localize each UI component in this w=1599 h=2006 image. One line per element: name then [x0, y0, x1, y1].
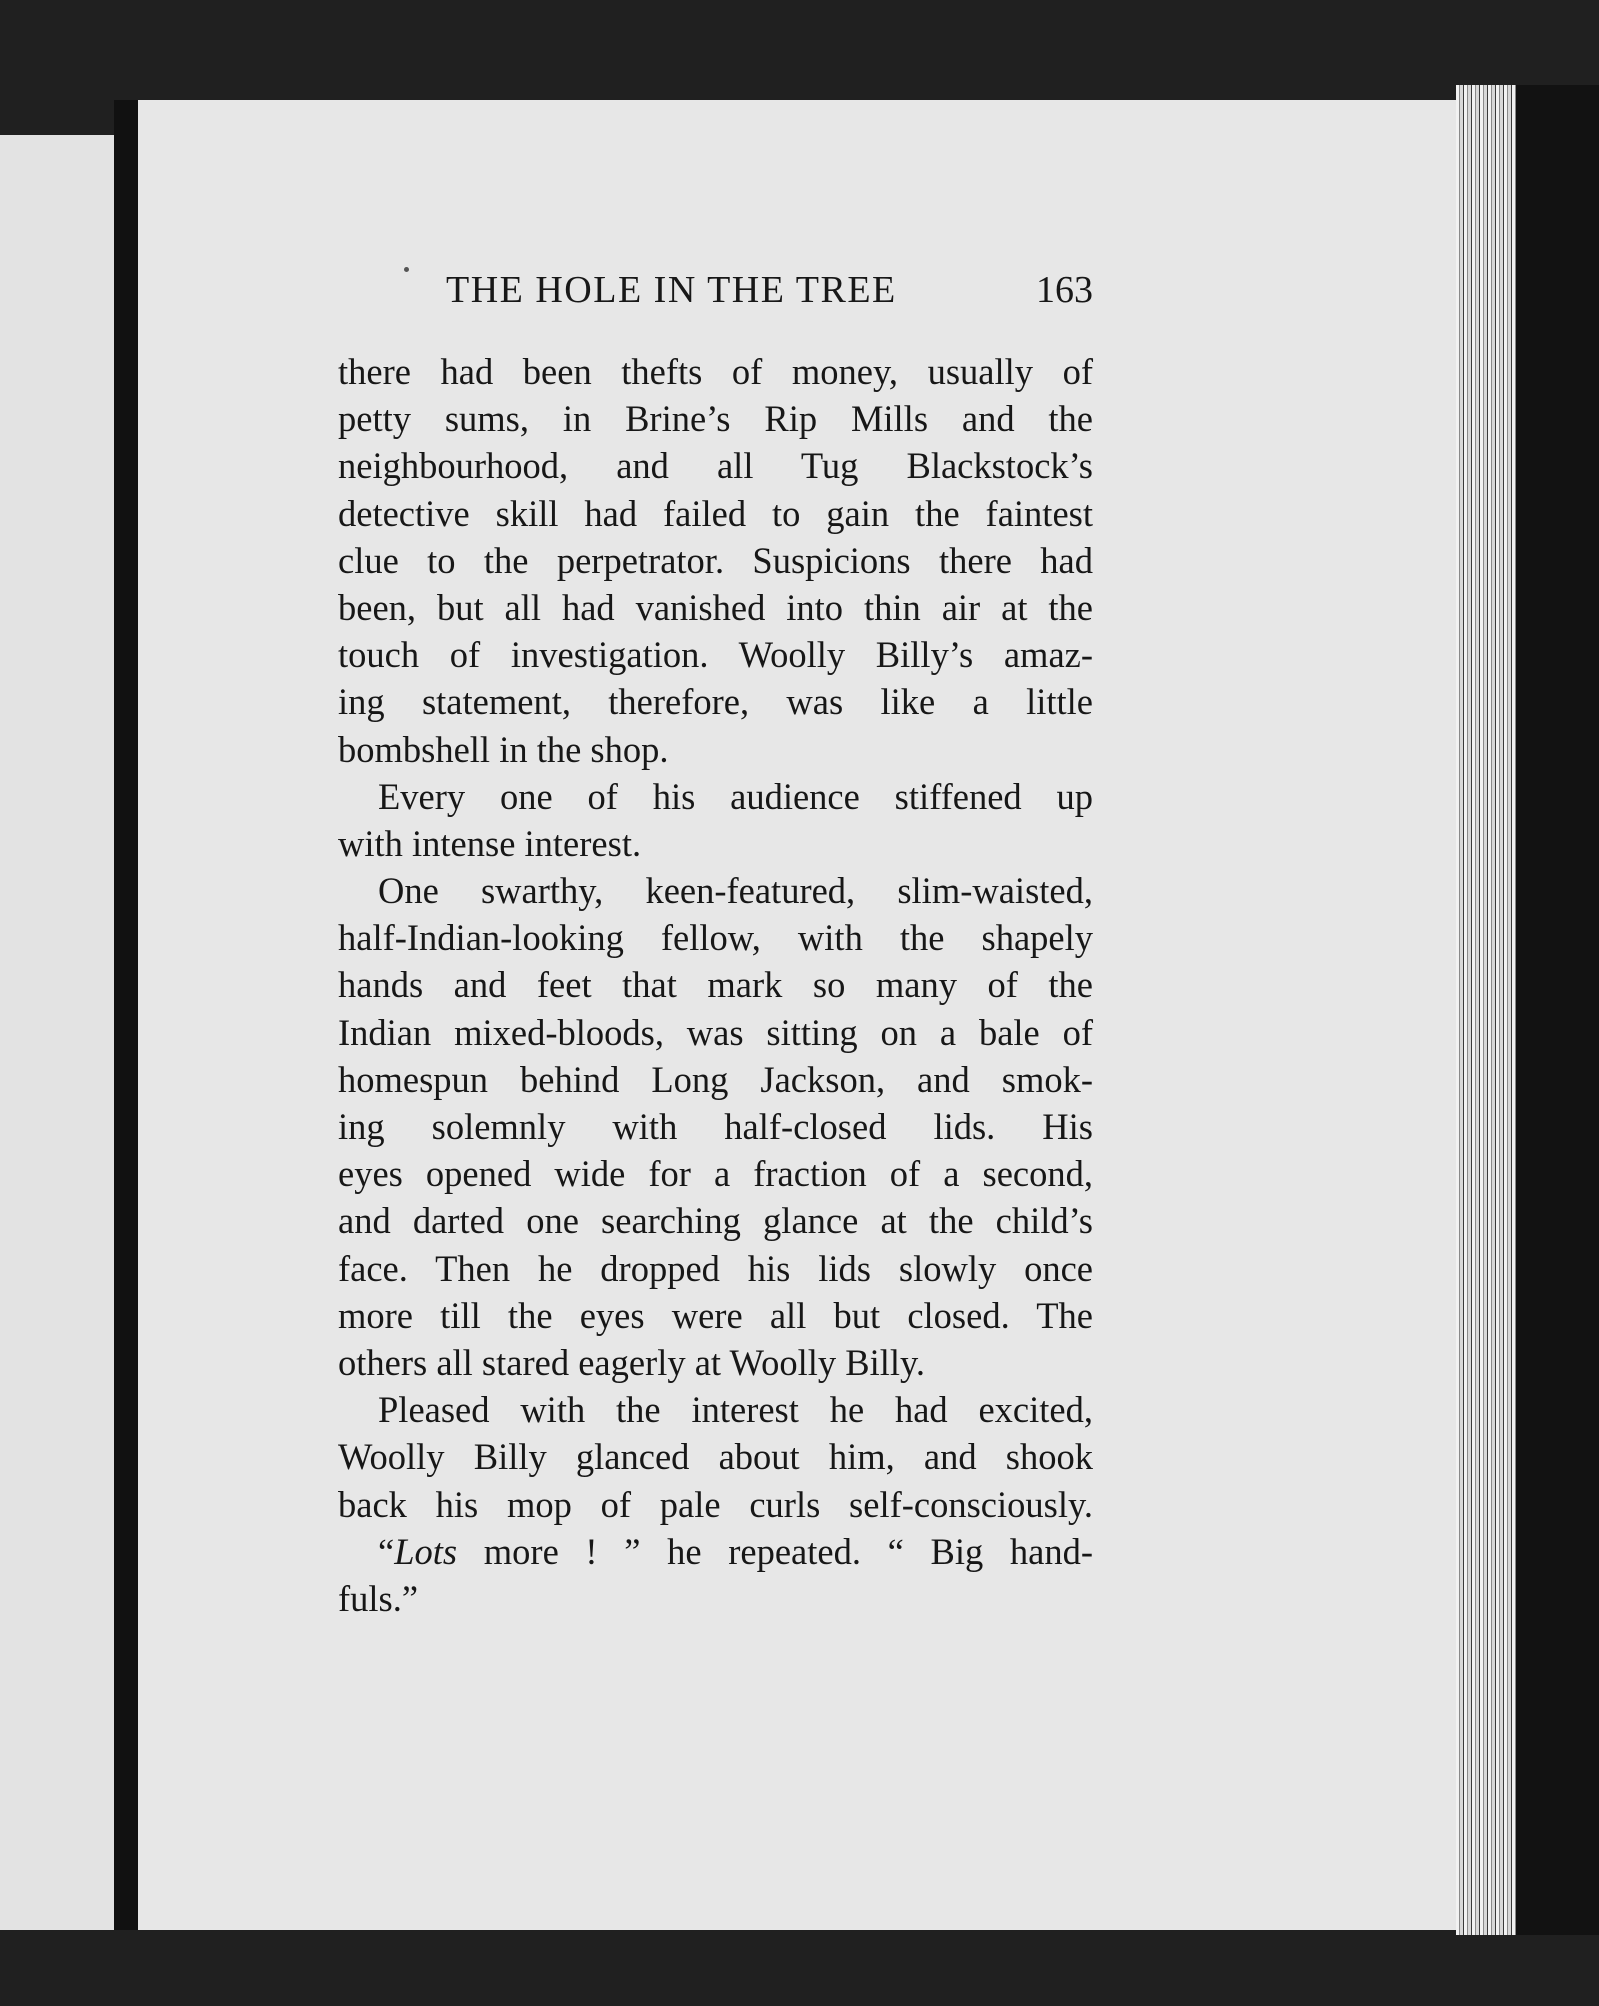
paragraph-start-line: Every one of his audience stiffened up [378, 775, 1093, 817]
text-line: others all stared eagerly at Woolly Billy. [338, 1341, 925, 1383]
text-line: ing solemnly with half-closed lids. His [338, 1106, 1093, 1147]
page-edges-stack [1456, 85, 1518, 1935]
text-line: neighbourhood, and all Tug Blackstock’s [338, 445, 1093, 487]
italic-word: Lots [394, 1530, 458, 1572]
paragraph-start-line: One swarthy, keen-featured, slim-waisted, [378, 870, 1093, 912]
page-edges-shadow [1516, 85, 1599, 1935]
text-line: back his mop of pale curls self-consciously. [338, 1483, 1093, 1525]
dialogue-final-line: fuls.” [338, 1577, 419, 1619]
text-line: bombshell in the shop. [338, 728, 669, 770]
body-text [338, 348, 1093, 1622]
dialogue-rest: more ! ” he repeated. “ Big hand- [457, 1530, 1093, 1572]
text-line: Indian mixed-bloods, was sitting on a bale of [338, 1011, 1093, 1053]
text-line: ing statement, therefore, was like a little [338, 681, 1093, 723]
previous-page-edge [0, 135, 116, 1930]
text-line: and darted one searching glance at the child’s [338, 1200, 1093, 1242]
text-line: been, but all had vanished into thin air at the [338, 586, 1093, 628]
text-line: Woolly Billy glanced about him, and shook [338, 1436, 1093, 1478]
text-line: half-Indian-looking fellow, with the shapely [338, 917, 1093, 959]
dialogue-line [338, 1528, 1093, 1575]
text-line: with intense interest. [338, 822, 642, 864]
text-line: detective skill had failed to gain the faintest [338, 492, 1093, 534]
text-line: touch of investigation. Woolly Billy’s amaz- [338, 634, 1093, 676]
open-quote: “ [378, 1530, 395, 1572]
page-number: 163 [1036, 269, 1093, 311]
running-head [338, 268, 1093, 328]
text-line: eyes opened wide for a fraction of a second, [338, 1153, 1093, 1195]
text-line: petty sums, in Brine’s Rip Mills and the [338, 398, 1093, 440]
paragraph-start-line: Pleased with the interest he had excited, [378, 1389, 1093, 1431]
running-head-title: THE HOLE IN THE TREE [446, 269, 897, 311]
text-line: clue to the perpetrator. Suspicions there had [338, 539, 1093, 581]
text-line: homespun behind Long Jackson, and smok- [338, 1058, 1093, 1100]
text-line: more till the eyes were all but closed. The [338, 1294, 1093, 1336]
text-line: hands and feet that mark so many of the [338, 964, 1093, 1006]
text-line: face. Then he dropped his lids slowly once [338, 1247, 1093, 1289]
text-line: there had been thefts of money, usually of [338, 351, 1093, 392]
